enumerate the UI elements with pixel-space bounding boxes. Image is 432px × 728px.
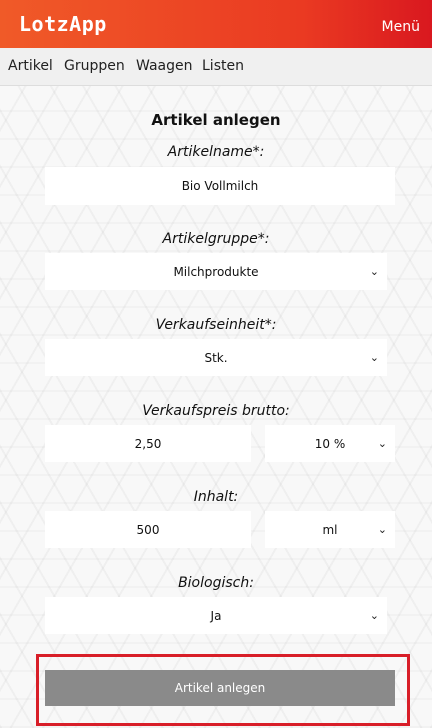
nav-item-gruppen[interactable]: Gruppen — [64, 58, 125, 74]
menu-button[interactable]: Menü — [381, 19, 420, 35]
biologisch-select[interactable] — [45, 597, 387, 634]
artikelname-label: Artikelname*: — [167, 144, 265, 160]
verkaufseinheit-select[interactable] — [45, 339, 387, 376]
form-title: Artikel anlegen — [151, 111, 281, 129]
chevron-down-icon: ⌄ — [369, 350, 379, 364]
verkaufspreis-input[interactable] — [45, 425, 251, 462]
biologisch-label: Biologisch: — [178, 575, 254, 591]
nav-item-artikel[interactable]: Artikel — [8, 58, 53, 74]
artikelgruppe-select[interactable] — [45, 253, 387, 290]
artikelname-value: Bio Vollmilch — [181, 179, 259, 193]
form-area — [0, 86, 432, 728]
steuersatz-value: 10 % — [314, 436, 346, 451]
app-logo[interactable]: LotzApp — [19, 12, 107, 36]
einheit-value: ml — [322, 522, 338, 537]
nav-item-waagen[interactable]: Waagen — [136, 58, 193, 74]
artikel-anlegen-button[interactable]: Artikel anlegen — [45, 670, 395, 706]
artikelname-input[interactable] — [45, 167, 395, 205]
chevron-down-icon: ⌄ — [369, 264, 379, 278]
artikelgruppe-value: Milchprodukte — [173, 264, 259, 279]
verkaufspreis-label: Verkaufspreis brutto: — [142, 403, 290, 419]
nav-bar — [0, 48, 432, 86]
einheit-select[interactable] — [265, 511, 395, 548]
steuersatz-select[interactable] — [265, 425, 395, 462]
chevron-down-icon: ⌄ — [369, 608, 379, 622]
chevron-down-icon: ⌄ — [377, 522, 387, 536]
verkaufseinheit-label: Verkaufseinheit*: — [155, 317, 277, 333]
inhalt-input[interactable] — [45, 511, 251, 548]
inhalt-label: Inhalt: — [193, 489, 239, 505]
verkaufspreis-value: 2,50 — [134, 436, 162, 451]
nav-item-listen[interactable]: Listen — [202, 58, 244, 74]
inhalt-value: 500 — [136, 522, 160, 537]
top-bar — [0, 0, 432, 48]
chevron-down-icon: ⌄ — [377, 436, 387, 450]
biologisch-value: Ja — [210, 608, 222, 623]
verkaufseinheit-value: Stk. — [204, 350, 228, 365]
artikelgruppe-label: Artikelgruppe*: — [162, 231, 270, 247]
